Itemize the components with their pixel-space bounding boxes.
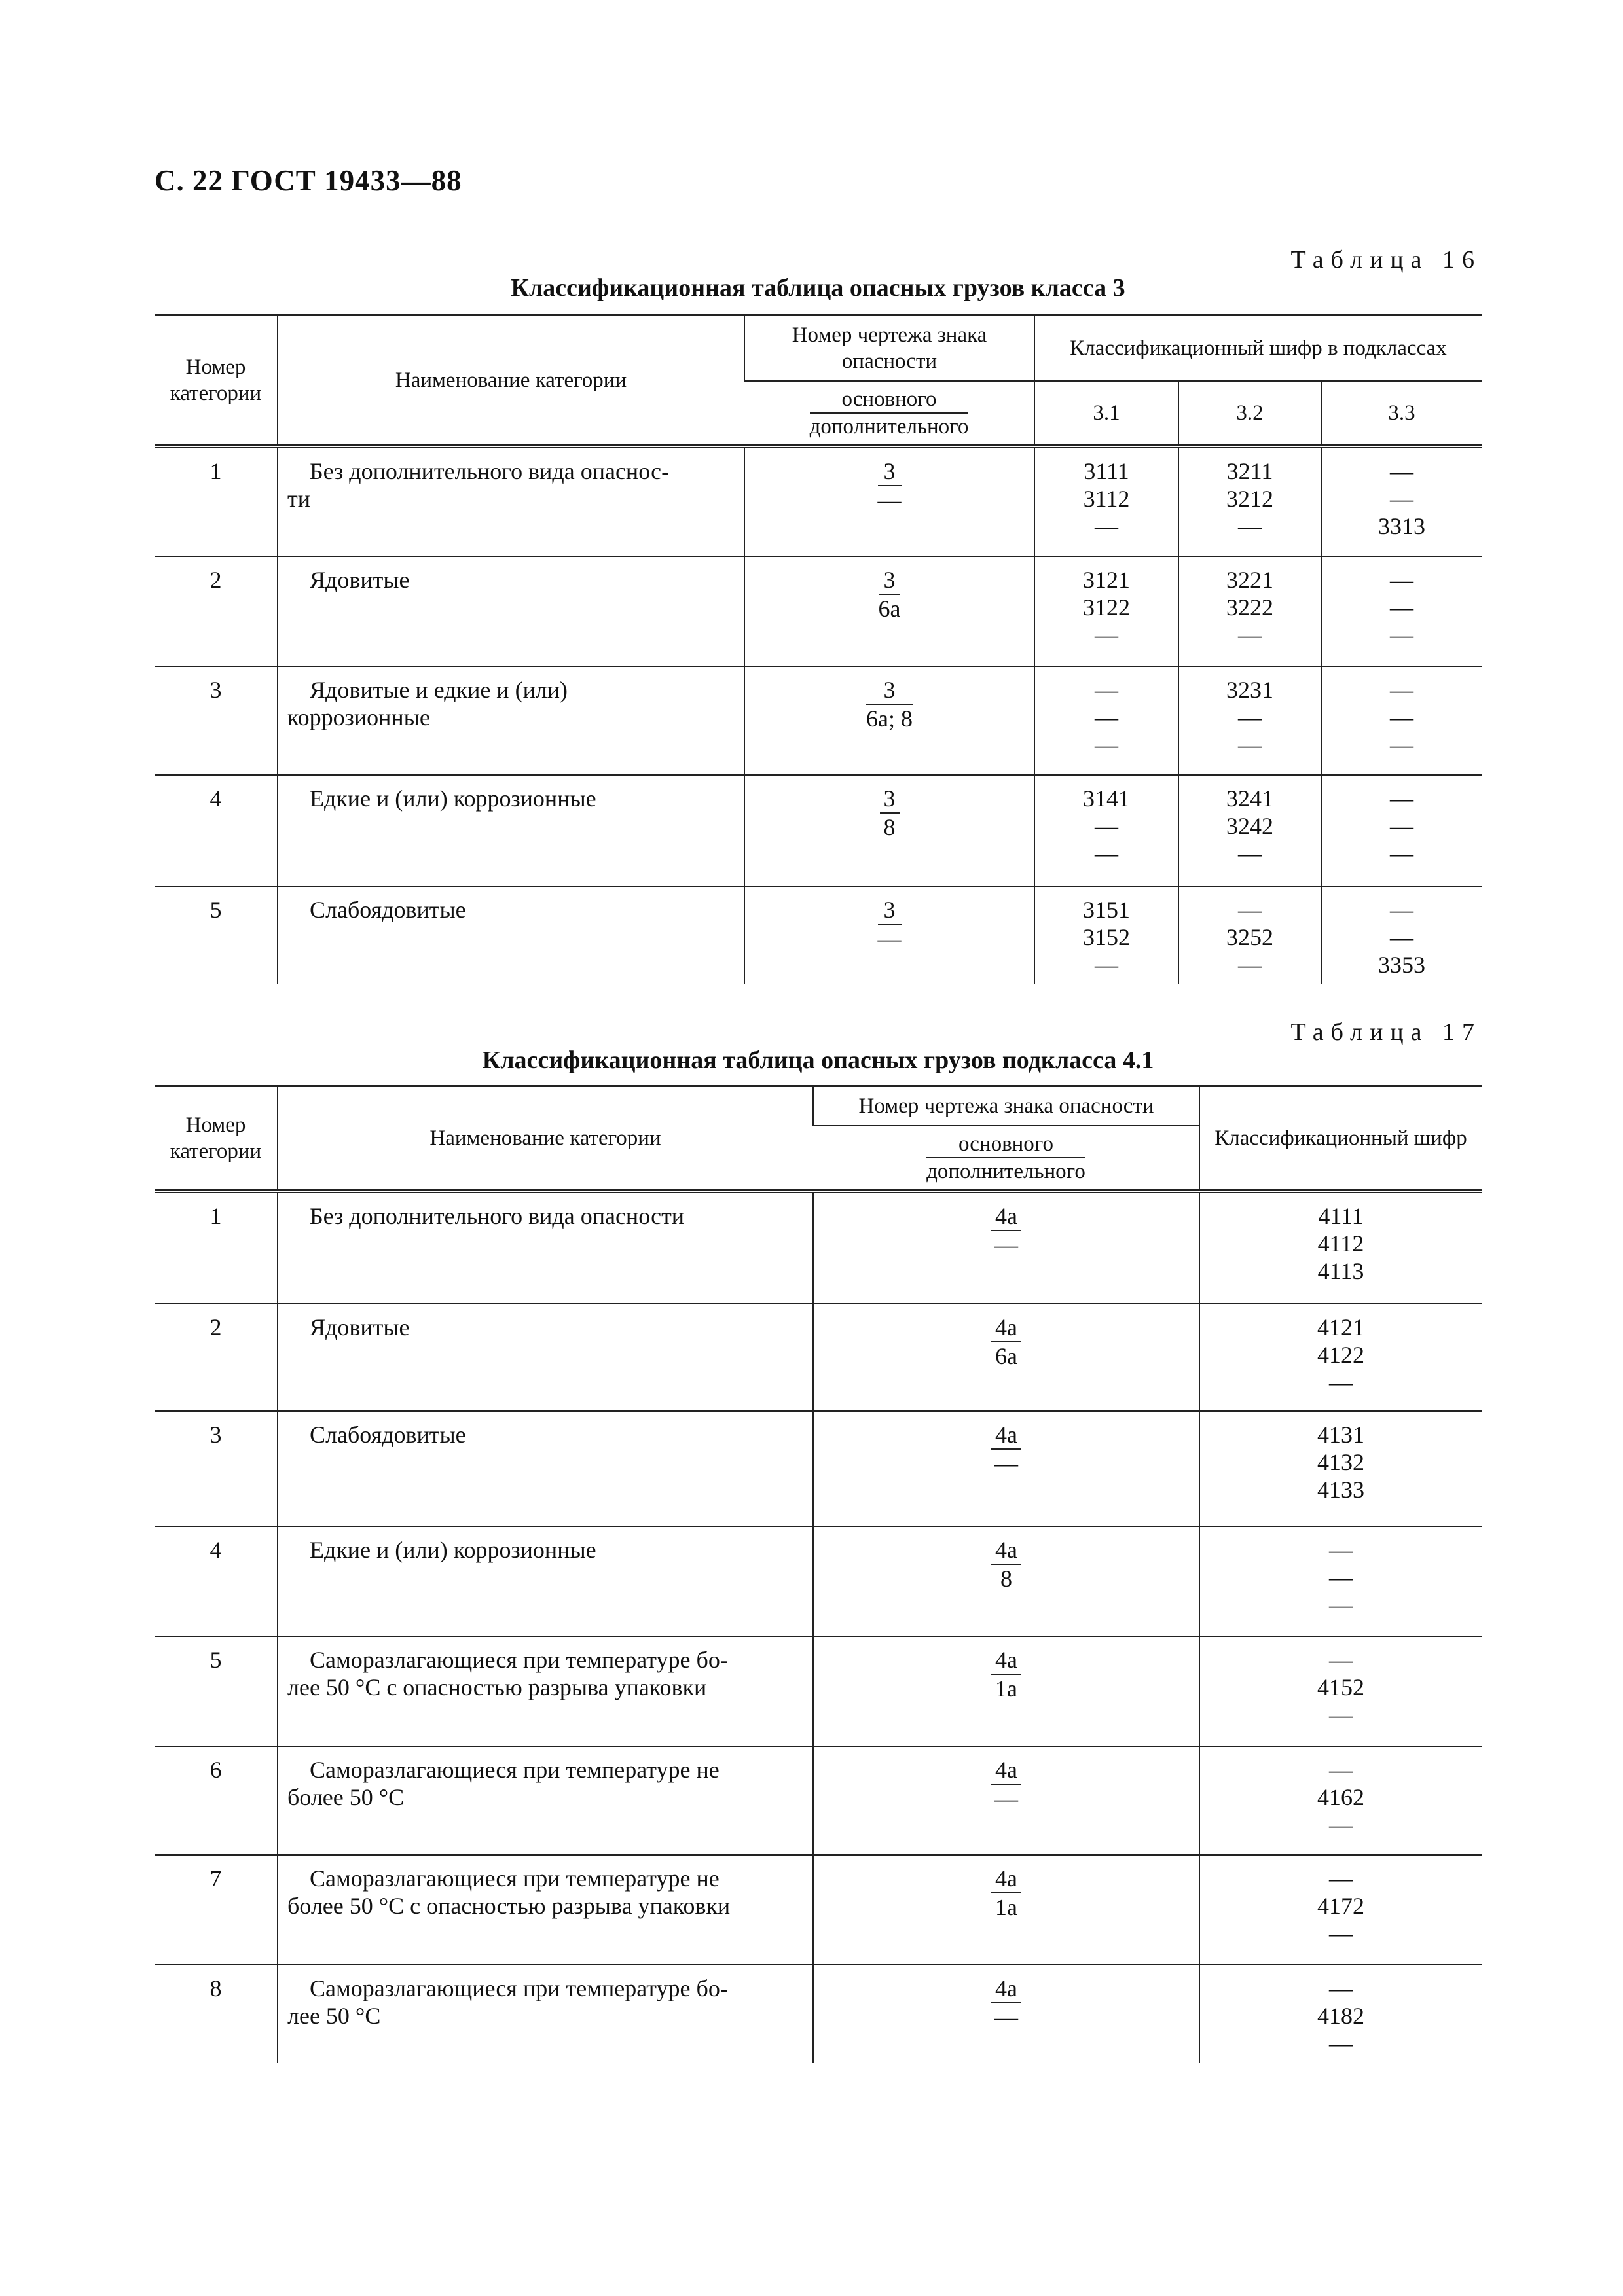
category-name-line: Без дополнительного вида опаснос- (310, 457, 670, 484)
sign-number-cell (744, 775, 1034, 886)
code-sub-3-1 (1034, 886, 1178, 984)
sign-main: 3 (878, 896, 902, 925)
sign-fraction (991, 1975, 1021, 2031)
category-name-cell (278, 775, 744, 886)
table-row (155, 556, 1482, 666)
code-sub-3-1 (1034, 446, 1178, 556)
code-value: 3313 (1378, 512, 1425, 539)
sign-number-cell (744, 446, 1034, 556)
header-sign-drawing: Номер чертежа знака опасности (744, 315, 1034, 381)
sign-main: 4а (991, 1536, 1021, 1565)
category-name-cell (278, 446, 744, 556)
code-sub-3-2 (1178, 556, 1321, 666)
sign-number-cell (813, 1304, 1199, 1411)
code-value: — (1390, 457, 1413, 484)
sign-fraction (991, 1202, 1021, 1259)
sign-fraction (991, 1756, 1021, 1812)
code-value: — (1095, 676, 1118, 703)
code-value: — (1329, 1756, 1353, 1783)
table-row (155, 666, 1482, 775)
sign-extra: — (994, 1785, 1018, 1812)
code-value: 4133 (1317, 1476, 1364, 1503)
code-value: — (1390, 731, 1413, 758)
table-row (155, 1304, 1482, 1411)
sign-number-cell (813, 1526, 1199, 1636)
sign-main: 4а (991, 1421, 1021, 1450)
sign-number-cell (813, 1191, 1199, 1304)
category-number: 2 (155, 1304, 278, 1411)
category-number: 4 (155, 1526, 278, 1636)
code-value: 4121 (1317, 1314, 1364, 1340)
code-value: 4182 (1317, 2002, 1364, 2029)
category-name-cell (278, 556, 744, 666)
code-value: — (1238, 704, 1262, 730)
code-value: — (1238, 840, 1262, 867)
header-sub-3-2: 3.2 (1178, 381, 1321, 446)
sign-extra: 8 (883, 814, 896, 840)
sign-extra: 8 (1000, 1565, 1012, 1592)
category-name-line: Саморазлагающиеся при температуре бо- (310, 1975, 728, 2001)
category-name-line: Едкие и (или) коррозионные (310, 1536, 596, 1563)
code-value: — (1390, 704, 1413, 730)
sign-main: 4а (991, 1646, 1021, 1675)
t17-header-sign-drawing: Номер чертежа знака опасности (813, 1086, 1199, 1126)
code-value: 3111 (1084, 457, 1129, 484)
sign-main: 3 (866, 676, 913, 705)
sign-fraction (878, 457, 902, 514)
category-name-cell (278, 886, 744, 984)
header-sign-main: основного (810, 386, 969, 414)
header-code: Классификационный шифр в подклассах (1034, 315, 1482, 381)
table16 (155, 314, 1482, 984)
sign-extra: 1а (995, 1893, 1017, 1920)
category-number: 5 (155, 1636, 278, 1746)
table16-caption: Классификационная таблица опасных грузов класса 3 (511, 274, 1125, 302)
code-value: — (1390, 896, 1413, 923)
code-value: 4132 (1317, 1448, 1364, 1475)
header-category-num: Номер категории (155, 315, 278, 446)
sign-number-cell (813, 1855, 1199, 1965)
code-sub-3-3 (1321, 775, 1482, 886)
code-sub-3-3 (1321, 666, 1482, 775)
category-number: 1 (155, 1191, 278, 1304)
code-sub-3-3 (1321, 446, 1482, 556)
sign-fraction (991, 1536, 1021, 1592)
sign-main: 4а (991, 1756, 1021, 1785)
code-value: 3221 (1226, 566, 1273, 593)
code-value: — (1390, 812, 1413, 839)
category-number: 5 (210, 896, 222, 923)
code-value: — (1329, 2030, 1353, 2056)
code-value: — (1329, 1920, 1353, 1946)
table-row (155, 775, 1482, 886)
code-value: — (1329, 1975, 1353, 2001)
category-name-continuation: лее 50 °С (287, 2002, 381, 2029)
code-value: — (1329, 1646, 1353, 1673)
code-value: 3241 (1226, 785, 1273, 812)
code-value: — (1238, 731, 1262, 758)
code-value: 3152 (1083, 924, 1130, 950)
code-value: — (1329, 1591, 1353, 1618)
code-sub-3-1 (1034, 775, 1178, 886)
sign-fraction (880, 785, 900, 841)
header-category-name: Наименование категории (278, 315, 744, 446)
code-value: 3151 (1083, 896, 1130, 923)
code-value: — (1095, 621, 1118, 648)
classification-code (1199, 1636, 1482, 1746)
sign-extra: 6а; 8 (866, 705, 913, 732)
sign-fraction (991, 1314, 1021, 1370)
code-sub-3-2 (1178, 666, 1321, 775)
code-value: — (1390, 676, 1413, 703)
code-value: — (1095, 951, 1118, 978)
code-value: — (1329, 1564, 1353, 1590)
classification-code (1199, 1855, 1482, 1965)
sign-number-cell (744, 886, 1034, 984)
code-value: 4162 (1317, 1784, 1364, 1810)
category-name-continuation: более 50 °С (287, 1784, 405, 1810)
classification-code (1199, 1965, 1482, 2063)
category-name-line: Саморазлагающиеся при температуре не (310, 1756, 720, 1783)
category-name-line: Ядовитые и едкие и (или) (310, 676, 568, 703)
category-name-cell (278, 1965, 813, 2063)
classification-code (1199, 1304, 1482, 1411)
code-value: — (1329, 1369, 1353, 1395)
category-name-cell (278, 1191, 813, 1304)
code-value: — (1390, 594, 1413, 620)
sign-fraction (878, 896, 902, 952)
code-sub-3-2 (1178, 775, 1321, 886)
table-row (155, 1746, 1482, 1855)
sign-extra: — (877, 925, 902, 952)
code-value: 3252 (1226, 924, 1273, 950)
sign-fraction (991, 1646, 1021, 1702)
category-name-cell (278, 1304, 813, 1411)
classification-code (1199, 1746, 1482, 1855)
category-name-cell (278, 666, 744, 775)
code-sub-3-2 (1178, 446, 1321, 556)
code-value: 3211 (1226, 457, 1273, 484)
category-number: 2 (155, 556, 278, 666)
code-value: 3353 (1378, 951, 1425, 978)
table-row (155, 1191, 1482, 1304)
code-value: — (1095, 812, 1118, 839)
code-value: 3212 (1226, 485, 1273, 512)
t17-header-sign-extra: дополнительного (926, 1159, 1085, 1183)
code-sub-3-1 (1034, 556, 1178, 666)
code-value: 4172 (1317, 1892, 1364, 1919)
code-value: 4111 (1318, 1202, 1364, 1229)
page-header: С. 22 ГОСТ 19433—88 (155, 164, 462, 197)
t17-header-sign-main: основного (926, 1131, 1085, 1158)
code-value: 3141 (1083, 785, 1130, 812)
header-sub-3-3: 3.3 (1321, 381, 1482, 446)
header-sign-extra: дополнительного (809, 414, 969, 439)
table-row (155, 1965, 1482, 2063)
table16-label: Таблица 16 (1290, 246, 1482, 274)
t17-header-category-name: Наименование категории (278, 1086, 813, 1191)
header-sub-3-1: 3.1 (1034, 381, 1178, 446)
sign-extra: 6а (995, 1342, 1017, 1369)
category-name-line: Ядовитые (310, 1314, 410, 1340)
code-value: — (1390, 566, 1413, 593)
header-sign-fraction (744, 381, 1034, 446)
table-row (155, 1411, 1482, 1526)
t17-header-code: Классификационный шифр (1199, 1086, 1482, 1191)
code-value: — (1390, 785, 1413, 812)
code-value: — (1238, 951, 1262, 978)
code-value: — (1095, 512, 1118, 539)
table-row (155, 1636, 1482, 1746)
code-value: — (1329, 1536, 1353, 1563)
code-value: — (1329, 1811, 1353, 1838)
category-name-line: Саморазлагающиеся при температуре не (310, 1865, 720, 1892)
code-sub-3-3 (1321, 556, 1482, 666)
category-name-continuation: лее 50 °С с опасностью разрыва упаковки (287, 1674, 707, 1700)
sign-number-cell (813, 1746, 1199, 1855)
code-value: — (1329, 1865, 1353, 1892)
category-name-line: Саморазлагающиеся при температуре бо- (310, 1646, 728, 1673)
code-value: — (1390, 621, 1413, 648)
code-value: 4112 (1317, 1230, 1364, 1257)
code-value: — (1095, 731, 1118, 758)
code-value: — (1390, 924, 1413, 950)
code-value: — (1095, 704, 1118, 730)
category-name-line: Слабоядовитые (310, 896, 466, 923)
code-value: — (1238, 512, 1262, 539)
code-sub-3-1 (1034, 666, 1178, 775)
code-value: 4113 (1317, 1257, 1364, 1284)
sign-main: 4а (991, 1865, 1021, 1893)
category-name-continuation: ти (287, 485, 310, 512)
category-name-continuation: коррозионные (287, 704, 430, 730)
table-row (155, 886, 1482, 984)
sign-extra: — (877, 486, 902, 513)
category-name-cell (278, 1411, 813, 1526)
category-name-line: Едкие и (или) коррозионные (310, 785, 596, 812)
code-value: 3112 (1083, 485, 1130, 512)
category-number: 8 (210, 1975, 222, 2001)
table-row (155, 1855, 1482, 1965)
sign-number-cell (744, 666, 1034, 775)
sign-fraction (991, 1865, 1021, 1921)
sign-main: 3 (880, 785, 900, 814)
sign-number-cell (813, 1965, 1199, 2063)
code-value: 3121 (1083, 566, 1130, 593)
sign-main: 3 (878, 457, 902, 486)
code-value: 3242 (1226, 812, 1273, 839)
sign-number-cell (813, 1411, 1199, 1526)
table17 (155, 1085, 1482, 2063)
table-row (155, 446, 1482, 556)
classification-code (1199, 1191, 1482, 1304)
sign-extra: — (994, 1231, 1018, 1258)
category-number: 1 (155, 446, 278, 556)
code-value: — (1238, 896, 1262, 923)
code-value: 3222 (1226, 594, 1273, 620)
code-value: 3231 (1226, 676, 1273, 703)
category-number: 3 (155, 1411, 278, 1526)
code-value: — (1238, 621, 1262, 648)
classification-code (1199, 1411, 1482, 1526)
category-number: 4 (155, 775, 278, 886)
table17-label: Таблица 17 (1290, 1018, 1482, 1046)
table17-caption: Классификационная таблица опасных грузов подкласса 4.1 (482, 1047, 1154, 1074)
sign-extra: — (994, 2003, 1018, 2030)
sign-number-cell (813, 1636, 1199, 1746)
sign-extra: 1а (995, 1675, 1017, 1702)
sign-extra: 6а (878, 595, 901, 622)
sign-main: 4а (991, 1202, 1021, 1231)
sign-main: 4а (991, 1975, 1021, 2003)
sign-main: 4а (991, 1314, 1021, 1342)
category-name-cell (278, 1636, 813, 1746)
category-number: 7 (155, 1855, 278, 1965)
code-value: 4131 (1317, 1421, 1364, 1448)
code-value: 4152 (1317, 1674, 1364, 1700)
category-number: 3 (155, 666, 278, 775)
sign-main: 3 (879, 566, 901, 595)
category-number: 6 (155, 1746, 278, 1855)
code-sub-3-3 (1321, 886, 1482, 984)
sign-number-cell (744, 556, 1034, 666)
category-name-line: Ядовитые (310, 566, 410, 593)
code-value: — (1329, 1701, 1353, 1728)
classification-code (1199, 1526, 1482, 1636)
sign-extra: — (994, 1450, 1018, 1477)
code-value: — (1095, 840, 1118, 867)
table-row (155, 1526, 1482, 1636)
sign-fraction (866, 676, 913, 732)
code-sub-3-2 (1178, 886, 1321, 984)
category-name-cell (278, 1526, 813, 1636)
category-name-line: Без дополнительного вида опасности (310, 1202, 685, 1229)
sign-fraction (879, 566, 901, 622)
category-name-continuation: более 50 °С с опасностью разрыва упаковки (287, 1892, 731, 1919)
category-name-cell (278, 1746, 813, 1855)
t17-header-category-num: Номер категории (155, 1086, 278, 1191)
sign-fraction (991, 1421, 1021, 1477)
code-value: 4122 (1317, 1341, 1364, 1368)
category-name-cell (278, 1855, 813, 1965)
code-value: 3122 (1083, 594, 1130, 620)
code-value: — (1390, 840, 1413, 867)
category-name-line: Слабоядовитые (310, 1421, 466, 1448)
t17-header-sign-fraction (813, 1126, 1199, 1191)
code-value: — (1390, 485, 1413, 512)
